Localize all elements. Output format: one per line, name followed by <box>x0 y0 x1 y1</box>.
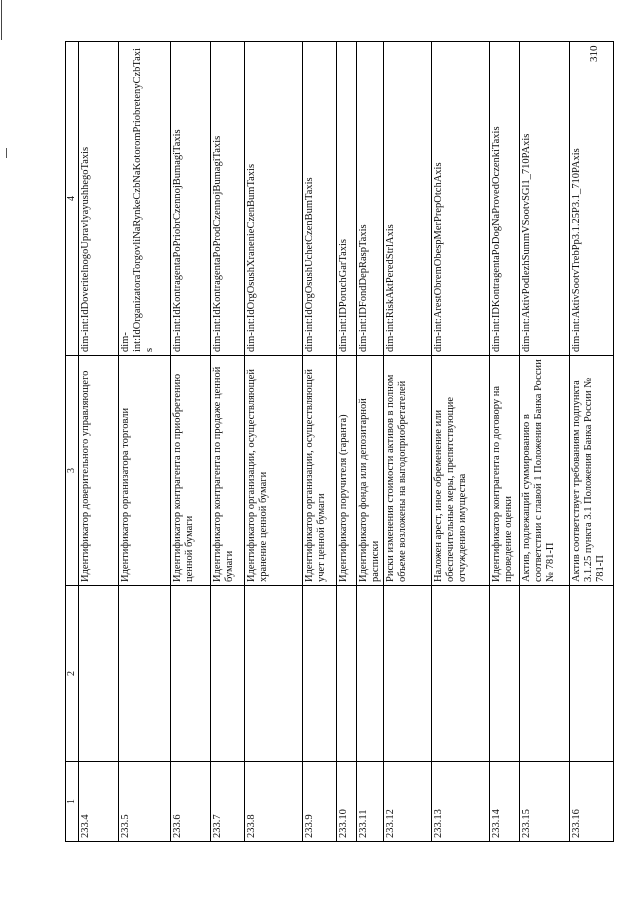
row-description-cell: Идентификатор контрагента по продаже ценной бумаги <box>211 356 245 586</box>
column-header-3: 3 <box>66 356 79 586</box>
row-dimension-cell: dim-int:AktivSootvTrebPp3.1.25P3.1_710PAxis <box>570 42 614 356</box>
row-col2-cell <box>490 586 520 762</box>
rotated-table-container <box>65 42 607 842</box>
row-number-cell: 233.13 <box>432 762 490 842</box>
row-col2-cell <box>79 586 119 762</box>
column-header-2: 2 <box>66 586 79 762</box>
table-row <box>171 42 211 842</box>
row-dimension-cell: dim-int:IdOrganizatoraTorgovliNaRynkeCzbNaKotoromPriobretenyCzbTaxis <box>119 42 171 356</box>
row-dimension-cell: dim-int:RiskAktPeredStrlAxis <box>384 42 432 356</box>
row-dimension-cell: dim-int:IDFondDepRaspTaxis <box>357 42 384 356</box>
page-number: 310 <box>588 45 600 62</box>
scan-edge-mark <box>1 0 2 40</box>
classification-table <box>65 41 614 842</box>
row-col2-cell <box>119 586 171 762</box>
row-description-cell: Идентификатор контрагента по приобретению ценной бумаги <box>171 356 211 586</box>
table-header-row <box>66 42 79 842</box>
row-number-cell: 233.12 <box>384 762 432 842</box>
row-dimension-cell: dim-int:IdOrgOsushUchetCzenBumTaxis <box>303 42 337 356</box>
row-dimension-cell: dim-int:IdKontragentaPoPriobrCzennojBumagiTaxis <box>171 42 211 356</box>
row-description-cell: Риски изменения стоимости активов в полном объеме возложены на выгодоприобретателей <box>384 356 432 586</box>
row-col2-cell <box>211 586 245 762</box>
row-description-cell: Идентификатор организации, осуществляющей хранение ценной бумаги <box>245 356 303 586</box>
row-description-cell: Идентификатор доверительного управляющего <box>79 356 119 586</box>
row-col2-cell <box>245 586 303 762</box>
table-row <box>337 42 357 842</box>
table-row <box>303 42 337 842</box>
row-number-cell: 233.16 <box>570 762 614 842</box>
row-number-cell: 233.5 <box>119 762 171 842</box>
row-description-cell: Идентификатор организации, осуществляющей учет ценной бумаги <box>303 356 337 586</box>
row-description-cell: Актив соответствует требованиям подпункта 3.1.25 пункта 3.1 Положения Банка России № 781-П <box>570 356 614 586</box>
row-dimension-cell: dim-int:IdKontragentaPoProdCzennojBumagiTaxis <box>211 42 245 356</box>
row-dimension-cell: dim-int:IDPoruchGarTaxis <box>337 42 357 356</box>
row-number-cell: 233.7 <box>211 762 245 842</box>
row-col2-cell <box>520 586 570 762</box>
row-col2-cell <box>337 586 357 762</box>
table-row <box>211 42 245 842</box>
row-col2-cell <box>357 586 384 762</box>
row-number-cell: 233.8 <box>245 762 303 842</box>
table-row <box>79 42 119 842</box>
row-number-cell: 233.10 <box>337 762 357 842</box>
row-number-cell: 233.14 <box>490 762 520 842</box>
table-row <box>119 42 171 842</box>
row-description-cell: Наложен арест, иное обременение или обеспечительные меры, препятствующие отчуждению имущества <box>432 356 490 586</box>
row-col2-cell <box>432 586 490 762</box>
row-description-cell: Идентификатор поручителя (гаранта) <box>337 356 357 586</box>
row-col2-cell <box>384 586 432 762</box>
table-row <box>357 42 384 842</box>
row-description-cell: Идентификатор фонда или депозитарной расписки <box>357 356 384 586</box>
table-row <box>384 42 432 842</box>
row-dimension-cell: dim-int:IdDoveritelnogoUpravlyayushhegoTaxis <box>79 42 119 356</box>
table-row <box>570 42 614 842</box>
table-row <box>432 42 490 842</box>
row-col2-cell <box>171 586 211 762</box>
row-number-cell: 233.11 <box>357 762 384 842</box>
table-row <box>245 42 303 842</box>
table-row <box>520 42 570 842</box>
row-number-cell: 233.4 <box>79 762 119 842</box>
table-body <box>79 42 614 842</box>
row-description-cell: Идентификатор контрагента по договору на проведение оценки <box>490 356 520 586</box>
row-col2-cell <box>570 586 614 762</box>
row-dimension-cell: dim-int:IdOrgOsushXranenieCzenBumTaxis <box>245 42 303 356</box>
row-col2-cell <box>303 586 337 762</box>
scan-edge-mark <box>6 148 7 158</box>
row-number-cell: 233.6 <box>171 762 211 842</box>
row-description-cell: Актив, подлежащий суммированию в соответствии с главой 1 Положения Банка России № 781-П <box>520 356 570 586</box>
row-dimension-cell: dim-int:ArestObremObespMerPrepOtchAxis <box>432 42 490 356</box>
table-row <box>490 42 520 842</box>
column-header-1: 1 <box>66 762 79 842</box>
row-number-cell: 233.9 <box>303 762 337 842</box>
row-dimension-cell: dim-int:IDKontragentaPoDogNaProvedOczenkiTaxis <box>490 42 520 356</box>
column-header-4: 4 <box>66 42 79 356</box>
row-dimension-cell: dim-int:AktivPodlezhSummVSootvSGl1_710PAxis <box>520 42 570 356</box>
row-number-cell: 233.15 <box>520 762 570 842</box>
row-description-cell: Идентификатор организатора торговли <box>119 356 171 586</box>
